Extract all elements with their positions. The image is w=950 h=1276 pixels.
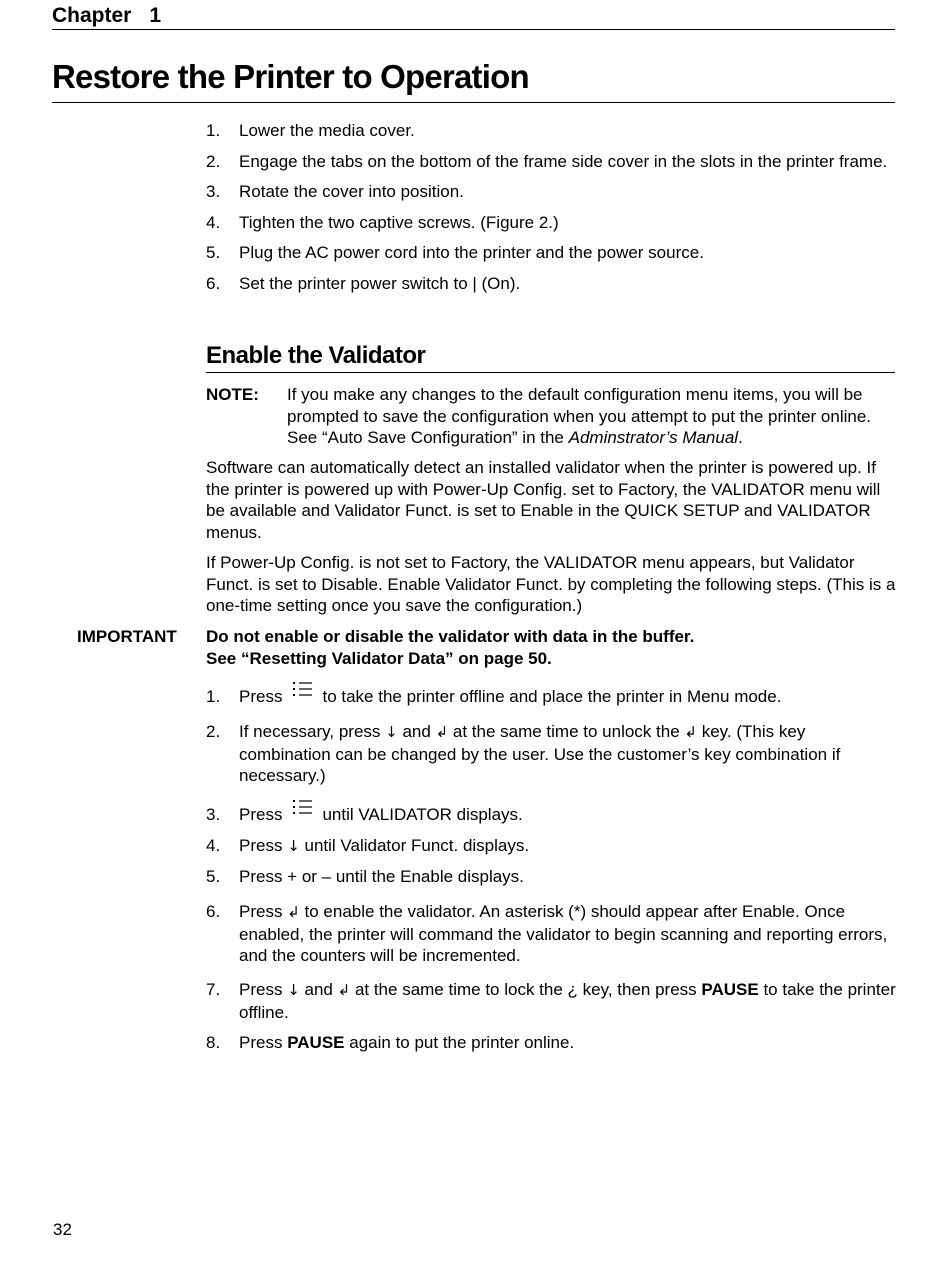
- enter-key-icon: ↲: [337, 981, 351, 999]
- enter-key-icon: ↲: [287, 903, 300, 921]
- note-label: NOTE:: [206, 385, 259, 404]
- validator-step: 6. Press ↲ to enable the validator. An asterisk (*) should appear after Enable. Once enabled, the printer will command the validator to begin scanning and reporting errors, and the counters will be incremented.: [206, 902, 888, 965]
- restore-step: 3. Rotate the cover into position.: [206, 182, 464, 201]
- restore-step: 1. Lower the media cover.: [206, 121, 415, 140]
- paragraph-auto-detect: Software can automatically detect an installed validator when the printer is powered up. If the printer is powered up with Power-Up Config. set to Factory, the VALIDATOR menu will be available and Validator Funct. is set to Enable in the QUICK SETUP and VALIDATOR menus.: [206, 458, 881, 542]
- restore-step: 2. Engage the tabs on the bottom of the frame side cover in the slots in the printer frame.: [206, 151, 888, 171]
- down-arrow-icon: ↓: [385, 723, 398, 741]
- pause-key-label: PAUSE: [701, 980, 759, 999]
- chapter-number: 1: [149, 4, 162, 27]
- validator-step: 1. Press to take the printer offline and place the printer in Menu mode.: [206, 686, 896, 708]
- validator-step: 4. Press ↓ until Validator Funct. displays.: [206, 836, 530, 855]
- chapter-label: Chapter: [52, 4, 132, 27]
- down-arrow-icon: ↓: [287, 981, 300, 999]
- validator-step: 5. Press + or – until the Enable displays.: [206, 867, 524, 886]
- important-text: Do not enable or disable the validator with data in the buffer. See “Resetting Validator Data” on page 50.: [206, 627, 695, 668]
- menu-key-icon: [292, 798, 314, 816]
- down-arrow-icon: ↓: [287, 837, 300, 855]
- validator-step: 2. If necessary, press ↓ and ↲ at the same time to unlock the ↲ key. (This key combination can be changed by the user. Use the customer’s key combination if necessary.): [206, 722, 841, 785]
- note-text: If you make any changes to the default configuration menu items, you will be prompted to save the configuration when you attempt to put the printer online. See “Auto Save Configuration” in the Adminstrator’s Manual.: [287, 385, 872, 447]
- pause-key-label: PAUSE: [287, 1033, 345, 1052]
- validator-step: 7. Press ↓ and ↲ at the same time to lock the ¿ key, then press PAUSE to take the printer offline.: [206, 980, 896, 1022]
- enter-key-icon: ↲: [435, 723, 449, 741]
- page-number: 32: [53, 1220, 72, 1239]
- validator-step: 3. Press until VALIDATOR displays.: [206, 804, 896, 826]
- validator-step: 8. Press PAUSE again to put the printer online.: [206, 1033, 575, 1052]
- page-title: Restore the Printer to Operation: [52, 56, 895, 103]
- paragraph-powerup-config: If Power-Up Config. is not set to Factory, the VALIDATOR menu appears, but Validator Funct. is set to Disable. Enable Validator Funct. by completing the following steps. (This is a one-time setting once you save the configuration.): [206, 553, 896, 615]
- menu-key-icon: [292, 680, 314, 698]
- restore-step: 4. Tighten the two captive screws. (Figure 2.): [206, 212, 559, 232]
- restore-step: 5. Plug the AC power cord into the printer and the power source.: [206, 243, 704, 262]
- restore-step: 6. Set the printer power switch to | (On).: [206, 273, 521, 293]
- manual-reference: Adminstrator’s Manual: [568, 428, 739, 447]
- section-heading: Enable the Validator: [206, 340, 895, 373]
- note-block: [206, 384, 896, 449]
- important-label: IMPORTANT: [77, 627, 177, 646]
- restore-steps: [206, 120, 896, 303]
- enter-key-icon: ↲: [684, 723, 697, 741]
- chapter-header: [52, 2, 895, 30]
